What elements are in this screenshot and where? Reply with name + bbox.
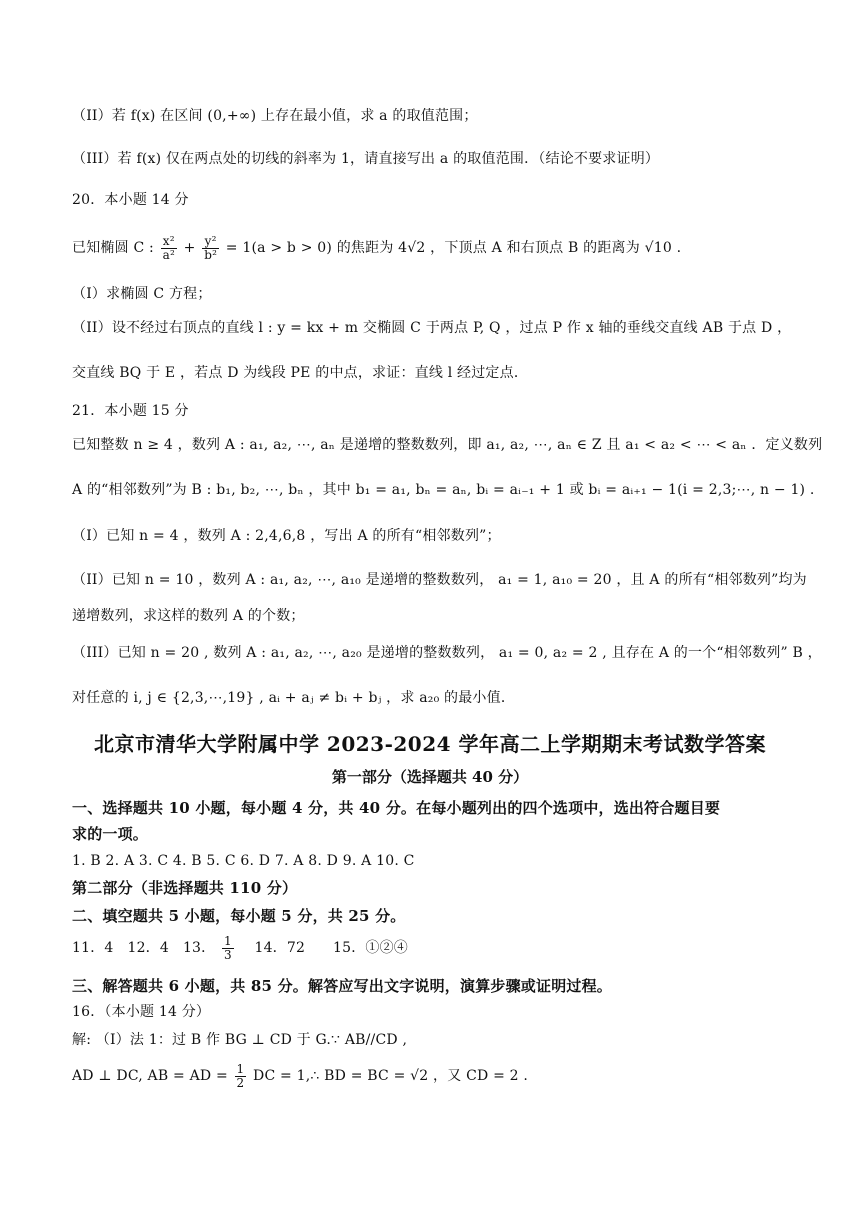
section1-heading-line2: 求的一项。	[72, 825, 149, 843]
fraction-denominator: 3	[224, 947, 232, 962]
fraction-x2-a2	[161, 235, 177, 262]
fill-in-answers	[72, 930, 804, 966]
fraction-denominator: b²	[204, 247, 218, 262]
fraction-numerator: 1	[236, 1061, 245, 1076]
answers-title: 北京市清华大学附属中学 2023-2024 学年高二上学期期末考试数学答案	[93, 732, 767, 756]
answers-part2-title: 第二部分（非选择题共 110 分）	[72, 879, 298, 897]
q20-header: 20．本小题 14 分	[72, 192, 189, 208]
q16-header: 16．（本小题 14 分）	[72, 1004, 211, 1020]
fraction-y2-b2	[202, 235, 219, 262]
q21-part3-line1: （III）已知 n = 20 , 数列 A : a₁, a₂, ⋯, a₂₀ 是递增的整数数列， a₁ = 0, a₂ = 2 , 且存在 A 的一个“相邻数列” B ，	[72, 645, 822, 661]
q21-part2-line1: （II）已知 n = 10 ，数列 A : a₁, a₂, ⋯, a₁₀ 是递增的整数数列， a₁ = 1, a₁₀ = 20 ，且 A 的所有“相邻数列”均为	[72, 572, 807, 588]
q16-line2-prefix: AD ⊥ DC, AB = AD =	[72, 1068, 228, 1084]
q20-part2-line1: （II）设不经过右顶点的直线 l : y = kx + m 交椭圆 C 于两点 P, Q ，过点 P 作 x 轴的垂线交直线 AB 于点 D ，	[72, 320, 792, 336]
q20-stem-suffix: = 1(a > b > 0) 的焦距为 4√2 ，下顶点 A 和右顶点 B 的距离为 √10 .	[225, 240, 682, 256]
q20-part2-line2: 交直线 BQ 于 E ，若点 D 为线段 PE 的中点，求证：直线 l 经过定点．	[72, 365, 529, 381]
fill-answers-prefix: 11．4 12．4 13．	[72, 940, 216, 956]
q21-part3-line2: 对任意的 i, j ∈ {2,3,⋯,19} , aᵢ + aⱼ ≠ bᵢ + bⱼ ，求 a₂₀ 的最小值．	[72, 690, 516, 706]
q21-stem-line1: 已知整数 n ≥ 4 ，数列 A : a₁, a₂, ⋯, aₙ 是递增的整数数列，即 a₁, a₂, ⋯, aₙ ∈ Z 且 a₁ < a₂ < ⋯ < aₙ ．定义数列	[72, 437, 823, 453]
section1-heading-line1: 一、选择题共 10 小题，每小题 4 分，共 40 分。在每小题列出的四个选项中，选出符合题目要	[72, 799, 721, 817]
fraction-denominator: a²	[162, 247, 175, 262]
choice-answers: 1. B 2. A 3. C 4. B 5. C 6. D 7. A 8. D 9. A 10. C	[72, 853, 415, 869]
q21-part2-line2: 递增数列，求这样的数列 A 的个数；	[72, 608, 305, 624]
q21-stem-line2: A 的“相邻数列”为 B : b₁, b₂, ⋯, bₙ ，其中 b₁ = a₁, bₙ = aₙ, bᵢ = aᵢ₋₁ + 1 或 bᵢ = aᵢ₊₁ − 1(i = 2,3;⋯, n − 1) .	[72, 482, 815, 498]
fraction-numerator: 1	[224, 933, 232, 948]
q19-part2: （II）若 f(x) 在区间 (0,+∞) 上存在最小值，求 a 的取值范围；	[72, 108, 478, 124]
q20-stem-prefix: 已知椭圆 C :	[72, 240, 154, 256]
section3-heading: 三、解答题共 6 小题，共 85 分。解答应写出文字说明，演算步骤或证明过程。	[72, 977, 613, 995]
plus-sign: +	[183, 240, 196, 256]
section2-heading: 二、填空题共 5 小题，每小题 5 分，共 25 分。	[72, 907, 406, 925]
q20-part1: （I）求椭圆 C 方程；	[72, 286, 212, 302]
answers-part1-title: 第一部分（选择题共 40 分）	[331, 768, 529, 786]
fraction-one-third	[222, 935, 234, 962]
fraction-numerator: x²	[161, 235, 177, 249]
q21-part1: （I）已知 n = 4 ，数列 A : 2,4,6,8 ，写出 A 的所有“相邻数列”；	[72, 528, 501, 544]
q19-part3: （III）若 f(x) 仅在两点处的切线的斜率为 1，请直接写出 a 的取值范围．（结论不要求证明）	[72, 151, 660, 167]
fill-answers-suffix: 14．72 15．①②④	[240, 940, 409, 956]
q16-line2-suffix: DC = 1,∴ BD = BC = √2 ，又 CD = 2 .	[253, 1068, 529, 1084]
q20-stem	[72, 228, 804, 268]
fraction-numerator: y²	[202, 235, 219, 249]
fraction-one-half	[235, 1063, 247, 1090]
q16-solution-line1: 解: （I）法 1：过 B 作 BG ⊥ CD 于 G.∵ AB//CD ,	[72, 1032, 408, 1048]
q21-header: 21．本小题 15 分	[72, 403, 189, 419]
q16-solution-line2	[72, 1056, 804, 1096]
fraction-denominator: 2	[236, 1075, 245, 1090]
